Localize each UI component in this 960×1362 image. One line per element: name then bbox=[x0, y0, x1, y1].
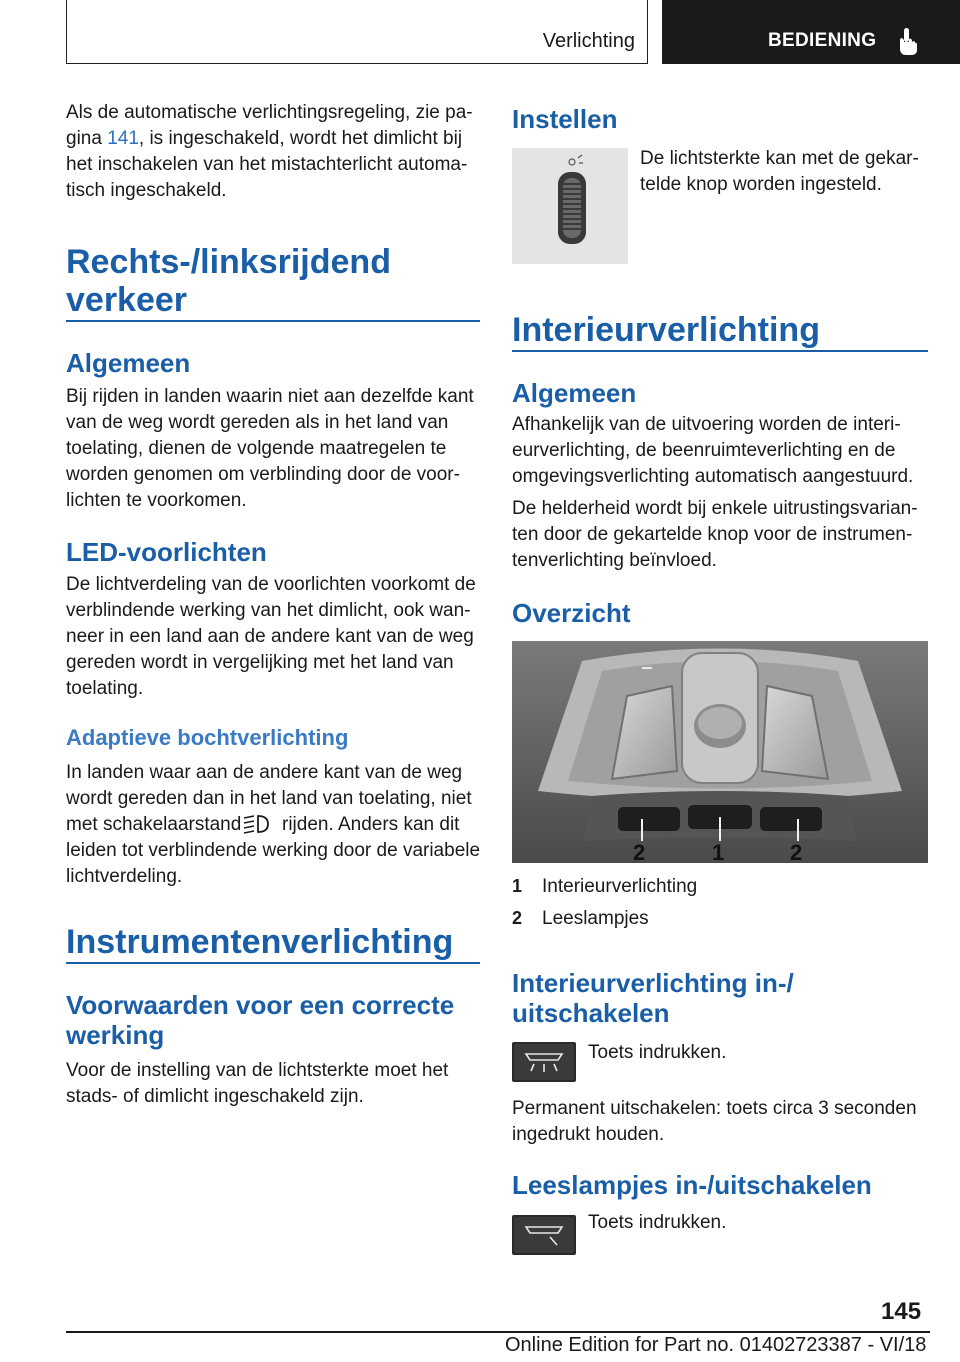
header-section-box bbox=[66, 0, 648, 64]
adaptive-line bbox=[66, 812, 241, 838]
adaptive-line: In landen waar aan de andere kant van de weg bbox=[66, 762, 463, 783]
interior-general-line: Afhankelijk van de uitvoering worden de interi- bbox=[512, 414, 901, 435]
heading-rule bbox=[512, 350, 928, 352]
heading-interior-lighting: Interieurverlichting bbox=[512, 311, 820, 349]
heading-overview: Overzicht bbox=[512, 598, 631, 628]
heading-toggle-line-2: uitschakelen bbox=[512, 998, 670, 1028]
general-line: toelating, dienen de volgende maatregelen te bbox=[66, 438, 447, 459]
header-section-title: Verlichting bbox=[542, 30, 635, 52]
interior-light-button-icon bbox=[512, 1042, 576, 1082]
edition-text: Online Edition for Part no. 01402723387 - VI/18 bbox=[505, 1334, 927, 1356]
adaptive-line-end: rijden. Anders kan dit bbox=[282, 814, 460, 835]
general-line: van de weg wordt gereden als in het land van bbox=[66, 412, 449, 433]
adaptive-line: lichtverdeling. bbox=[66, 866, 183, 887]
heading-instrument-lighting: Instrumentenverlichting bbox=[66, 923, 454, 961]
led-line: toelating. bbox=[66, 678, 144, 699]
heading-led: LED-voorlichten bbox=[66, 537, 267, 567]
prereq-line: stads- of dimlicht ingeschakeld zijn. bbox=[66, 1086, 364, 1107]
general-line: worden genomen om verblinding door de voor- bbox=[66, 464, 460, 485]
led-line: gereden wordt in vergelijking met het land van bbox=[66, 652, 454, 673]
setting-line: De lichtsterkte kan met de gekar- bbox=[640, 148, 919, 169]
heading-general-left: Algemeen bbox=[66, 348, 191, 378]
general-line: lichten te voorkomen. bbox=[66, 490, 247, 511]
legend-number: 1 bbox=[512, 876, 523, 896]
led-line: neer in een land aan de andere kant van de weg bbox=[66, 626, 474, 647]
intro-line-4: tisch ingeschakeld. bbox=[66, 180, 227, 201]
heading-setting: Instellen bbox=[512, 104, 618, 134]
knurled-knob-image bbox=[512, 148, 628, 264]
adaptive-line: leiden tot verblindende werking door de variabele bbox=[66, 840, 481, 861]
header-chapter-title: BEDIENING bbox=[768, 30, 877, 51]
brightness-line: tenverlichting beïnvloed. bbox=[512, 550, 717, 571]
adaptive-line: wordt gereden dan in het land van toelating, niet bbox=[66, 788, 472, 809]
intro-line-3: het inschakelen van het mistachterlicht automa- bbox=[66, 154, 468, 175]
adaptive-text: met schakelaarstand bbox=[66, 814, 242, 835]
brightness-line: ten door de gekartelde knop voor de instrumen- bbox=[512, 524, 913, 545]
led-line: verblindende werking van het dimlicht, ook wan- bbox=[66, 600, 471, 621]
legend-text: Leeslampjes bbox=[542, 908, 649, 929]
page-reference-link[interactable]: 141 bbox=[107, 128, 139, 149]
legend-number: 2 bbox=[512, 908, 523, 928]
interior-general-line: omgevingsverlichting automatisch aangestuurd. bbox=[512, 466, 914, 487]
photo-label: 2 bbox=[633, 840, 646, 865]
reading-light-button-icon bbox=[512, 1215, 576, 1255]
reading-instruction: Toets indrukken. bbox=[588, 1212, 727, 1233]
setting-line: telde knop worden ingesteld. bbox=[640, 174, 882, 195]
intro-line-2 bbox=[66, 126, 462, 152]
intro-text: , is ingeschakeld, wordt het dimlicht bij bbox=[138, 128, 463, 149]
heading-general-right: Algemeen bbox=[512, 378, 637, 408]
general-line: Bij rijden in landen waarin niet aan dezelfde kant bbox=[66, 386, 474, 407]
brightness-line: De helderheid wordt bij enkele uitrustingsvarian- bbox=[512, 498, 918, 519]
heading-prereq-line-1: Voorwaarden voor een correcte bbox=[66, 990, 455, 1020]
heading-traffic-line-2: verkeer bbox=[66, 281, 188, 319]
page-number: 145 bbox=[881, 1298, 922, 1325]
photo-label: 2 bbox=[790, 840, 803, 865]
permanent-line: ingedrukt houden. bbox=[512, 1124, 665, 1145]
pointing-hand-icon bbox=[895, 26, 921, 56]
headlight-switch-icon bbox=[240, 812, 272, 836]
interior-general-line: eurverlichting, de beenruimteverlichting en de bbox=[512, 440, 896, 461]
intro-line-1: Als de automatische verlichtingsregeling, zie pa- bbox=[66, 102, 473, 123]
heading-rule bbox=[66, 962, 480, 964]
photo-label: 1 bbox=[712, 840, 725, 865]
heading-prereq-line-2: werking bbox=[66, 1020, 165, 1050]
footer-rule bbox=[66, 1331, 930, 1333]
heading-reading-lights: Leeslampjes in-/uitschakelen bbox=[512, 1170, 872, 1200]
intro-text: gina bbox=[66, 128, 108, 149]
heading-rule bbox=[66, 320, 480, 322]
prereq-line: Voor de instelling van de lichtsterkte moet het bbox=[66, 1060, 449, 1081]
toggle-instruction: Toets indrukken. bbox=[588, 1042, 727, 1063]
heading-toggle-line-1: Interieurverlichting in-/ bbox=[512, 968, 794, 998]
led-line: De lichtverdeling van de voorlichten voorkomt de bbox=[66, 574, 476, 595]
permanent-line: Permanent uitschakelen: toets circa 3 seconden bbox=[512, 1098, 917, 1119]
heading-traffic-line-1: Rechts-/linksrijdend bbox=[66, 243, 391, 281]
heading-adaptive: Adaptieve bochtverlichting bbox=[66, 725, 349, 750]
legend-text: Interieurverlichting bbox=[542, 876, 698, 897]
interior-light-console-image bbox=[512, 641, 928, 863]
